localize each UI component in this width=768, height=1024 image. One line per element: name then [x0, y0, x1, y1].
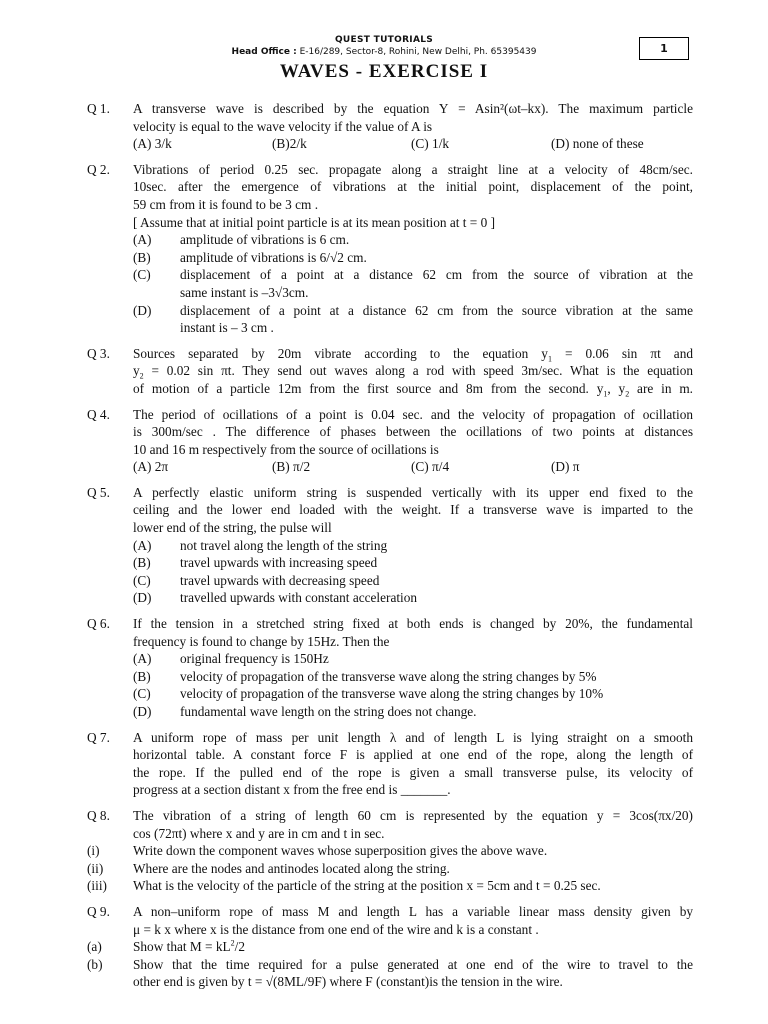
sub-text: Show that $M = kL^2/2$ — [133, 938, 245, 955]
option-d: (D) none of these — [551, 136, 644, 152]
text-line: [ Assume that at initial point particle is at its mean position at t = 0 ] — [133, 214, 496, 230]
text-line: A transverse wave is described by the equation Y = Asin²(ωt–kx). The maximum particle — [133, 101, 693, 116]
question-text — [133, 406, 693, 459]
question-number: Q 4. — [87, 406, 110, 422]
question-7 — [0, 729, 768, 799]
text-line: μ = k x where x is the distance from one end of the wire and k is a constant . — [133, 921, 539, 937]
question-5 — [0, 484, 768, 607]
option-a: (A) 2π — [133, 459, 169, 475]
text-line: The period of ocillations of a point is 0.04 sec. and the velocity of propagation of ocillation — [133, 406, 693, 422]
question-text — [133, 807, 693, 842]
option-text: travelled upwards with constant acceleration — [180, 590, 418, 606]
option-d — [133, 589, 693, 607]
text-line: ceiling and the lower end loaded with the weight. If a transverse wave is imparted to the — [133, 502, 693, 518]
option-c — [133, 685, 693, 703]
option-key: (C) — [133, 686, 151, 702]
text-line: frequency is found to change by 15Hz. Then the — [133, 633, 390, 649]
sub-question-i — [0, 842, 768, 860]
text-line: A perfectly elastic uniform string is suspended vertically with its upper end fixed to the — [133, 484, 693, 500]
question-number: Q 7. — [87, 729, 110, 745]
option-key: (D) — [133, 590, 152, 606]
option-text: amplitude of vibrations is 6 cm. — [180, 232, 350, 248]
option-text: velocity of propagation of the transverse wave along the string changes by 10% — [180, 686, 604, 702]
question-number: Q 8. — [87, 807, 110, 823]
text-line: Vibrations of period 0.25 sec. propagate along a straight line at a velocity of 48cm/sec. — [133, 161, 693, 177]
option-b — [133, 249, 693, 267]
option-c: (C) π/4 — [411, 459, 450, 475]
option-text: instant is – 3 cm . — [180, 320, 274, 336]
option-key: (D) — [133, 302, 152, 318]
question-text — [133, 484, 693, 537]
option-key: (B) — [133, 249, 151, 265]
sub-key: (ii) — [87, 860, 104, 876]
option-text: original frequency is 150Hz — [180, 651, 329, 667]
question-2 — [0, 161, 768, 337]
option-key: (A) — [133, 537, 152, 553]
sub-text: Where are the nodes and antinodes located along the string. — [133, 860, 450, 876]
option-c — [133, 572, 693, 590]
question-number: Q 9. — [87, 903, 110, 919]
sub-text: Show that the time required for a pulse generated at one end of the wire to travel to the other end is given by t = √(8ML/9F) where F (constant)is the tension in the wire. — [133, 956, 693, 990]
options-row — [133, 458, 768, 476]
option-text: same instant is –3√3cm. — [180, 284, 309, 300]
question-text — [133, 729, 693, 799]
option-d — [133, 302, 693, 337]
question-8 — [0, 807, 768, 895]
sub-key: (i) — [87, 843, 100, 859]
text-line: 59 cm from it is found to be 3 cm . — [133, 196, 319, 212]
option-d: (D) π — [551, 459, 580, 475]
question-number: Q 3. — [87, 345, 110, 361]
question-6 — [0, 615, 768, 721]
option-key: (B) — [133, 668, 151, 684]
option-text: not travel along the length of the string — [180, 537, 388, 553]
option-a — [133, 231, 693, 249]
text-line: the rope. If the pulled end of the rope is given a small transverse pulse, its velocity of — [133, 764, 693, 780]
sub-question-ii — [0, 860, 768, 878]
question-text — [133, 903, 693, 938]
option-text: displacement of a point at a distance 62 cm from the source vibration at the same — [180, 302, 693, 318]
option-b — [133, 668, 693, 686]
text-line: If the tension in a stretched string fixed at both ends is changed by 20%, the fundamental — [133, 616, 693, 632]
sub-question-iii — [0, 877, 768, 895]
text-line: A non–uniform rope of mass M and length L has a variable linear mass density given by — [133, 903, 693, 919]
option-text: amplitude of vibrations is 6/√2 cm. — [180, 249, 367, 265]
question-number: Q 1. — [87, 101, 110, 116]
question-text — [133, 161, 693, 231]
option-text: travel upwards with decreasing speed — [180, 572, 380, 588]
option-a: (A) 3/k — [133, 136, 172, 152]
text-line: velocity is equal to the wave velocity if the value of A is — [133, 118, 433, 134]
question-9 — [0, 903, 768, 991]
option-b: (B)2/k — [272, 136, 307, 152]
text-line: progress at a section distant x from the free end is _______. — [133, 782, 451, 798]
office-address: E-16/289, Sector-8, Rohini, New Delhi, Ph. 65395439 — [299, 47, 537, 57]
option-key: (B) — [133, 555, 151, 571]
option-key: (C) — [133, 572, 151, 588]
questions-list — [0, 100, 768, 999]
options-row — [133, 135, 768, 153]
option-text: velocity of propagation of the transverse wave along the string changes by 5% — [180, 668, 597, 684]
sub-text: What is the velocity of the particle of the string at the position x = 5cm and t = 0.25 sec. — [133, 878, 601, 894]
text-line: 10sec. after the emergence of vibrations at the initial point, displacement of the point, — [133, 179, 693, 195]
option-a — [133, 537, 693, 555]
text-line: The vibration of a string of length 60 cm is represented by the equation y = 3cos(πx/20) — [133, 807, 693, 823]
text-line: cos (72πt) where x and y are in cm and t in sec. — [133, 825, 385, 841]
office-label: Head Office : — [231, 47, 297, 57]
option-text: fundamental wave length on the string does not change. — [180, 704, 477, 719]
institute-name: QUEST TUTORIALS — [334, 35, 434, 45]
text-line: of motion of a particle 12m from the first source and 8m from the second. $y_1$, $y_2$ are in m. — [133, 380, 693, 399]
text-line: Sources separated by 20m vibrate according to the equation $y_1 = 0.06$ sin πt and — [133, 345, 694, 364]
page-title: WAVES - EXERCISE I — [279, 61, 489, 82]
option-key: (A) — [133, 651, 152, 667]
sub-text: Write down the component waves whose superposition gives the above wave. — [133, 843, 548, 859]
sub-key: (b) — [87, 956, 103, 972]
question-number: Q 6. — [87, 616, 110, 632]
question-text — [133, 100, 693, 135]
option-text: travel upwards with increasing speed — [180, 555, 378, 571]
question-4 — [0, 406, 768, 476]
option-d — [133, 703, 693, 721]
question-text — [133, 345, 693, 398]
text-line: $y_2 = 0.02$ sin πt. They send out waves along a rod with speed 3m/sec. What is the equation — [133, 363, 693, 381]
question-number: Q 5. — [87, 484, 110, 500]
sub-question-a — [0, 938, 768, 956]
option-b — [133, 554, 693, 572]
question-number: Q 2. — [87, 161, 110, 177]
question-1 — [0, 100, 768, 153]
text-line: 10 and 16 m respectively from the source of ocillations is — [133, 441, 439, 457]
sub-question-b — [0, 956, 768, 991]
question-3 — [0, 345, 768, 398]
text-line: lower end of the string, the pulse will — [133, 520, 332, 536]
text-line: A uniform rope of mass per unit length λ and of length L is lying straight on a smooth — [133, 729, 693, 745]
text-line: horizontal table. A constant force F is applied at one end of the rope, along the length of — [133, 747, 693, 763]
option-key: (A) — [133, 232, 152, 248]
option-key: (C) — [133, 267, 151, 283]
text-line: is 300m/sec . The difference of phases between the ocillations of two points at distances — [133, 424, 693, 440]
question-text — [133, 615, 693, 650]
sub-key: (a) — [87, 939, 102, 955]
page-number-box: 1 — [639, 37, 689, 60]
option-a — [133, 650, 693, 668]
option-key: (D) — [133, 704, 152, 719]
option-c: (C) 1/k — [411, 136, 450, 152]
option-c — [133, 266, 693, 301]
option-b: (B) π/2 — [272, 459, 311, 475]
sub-key: (iii) — [87, 878, 107, 894]
option-text: displacement of a point at a distance 62 cm from the source of vibration at the — [180, 267, 693, 283]
